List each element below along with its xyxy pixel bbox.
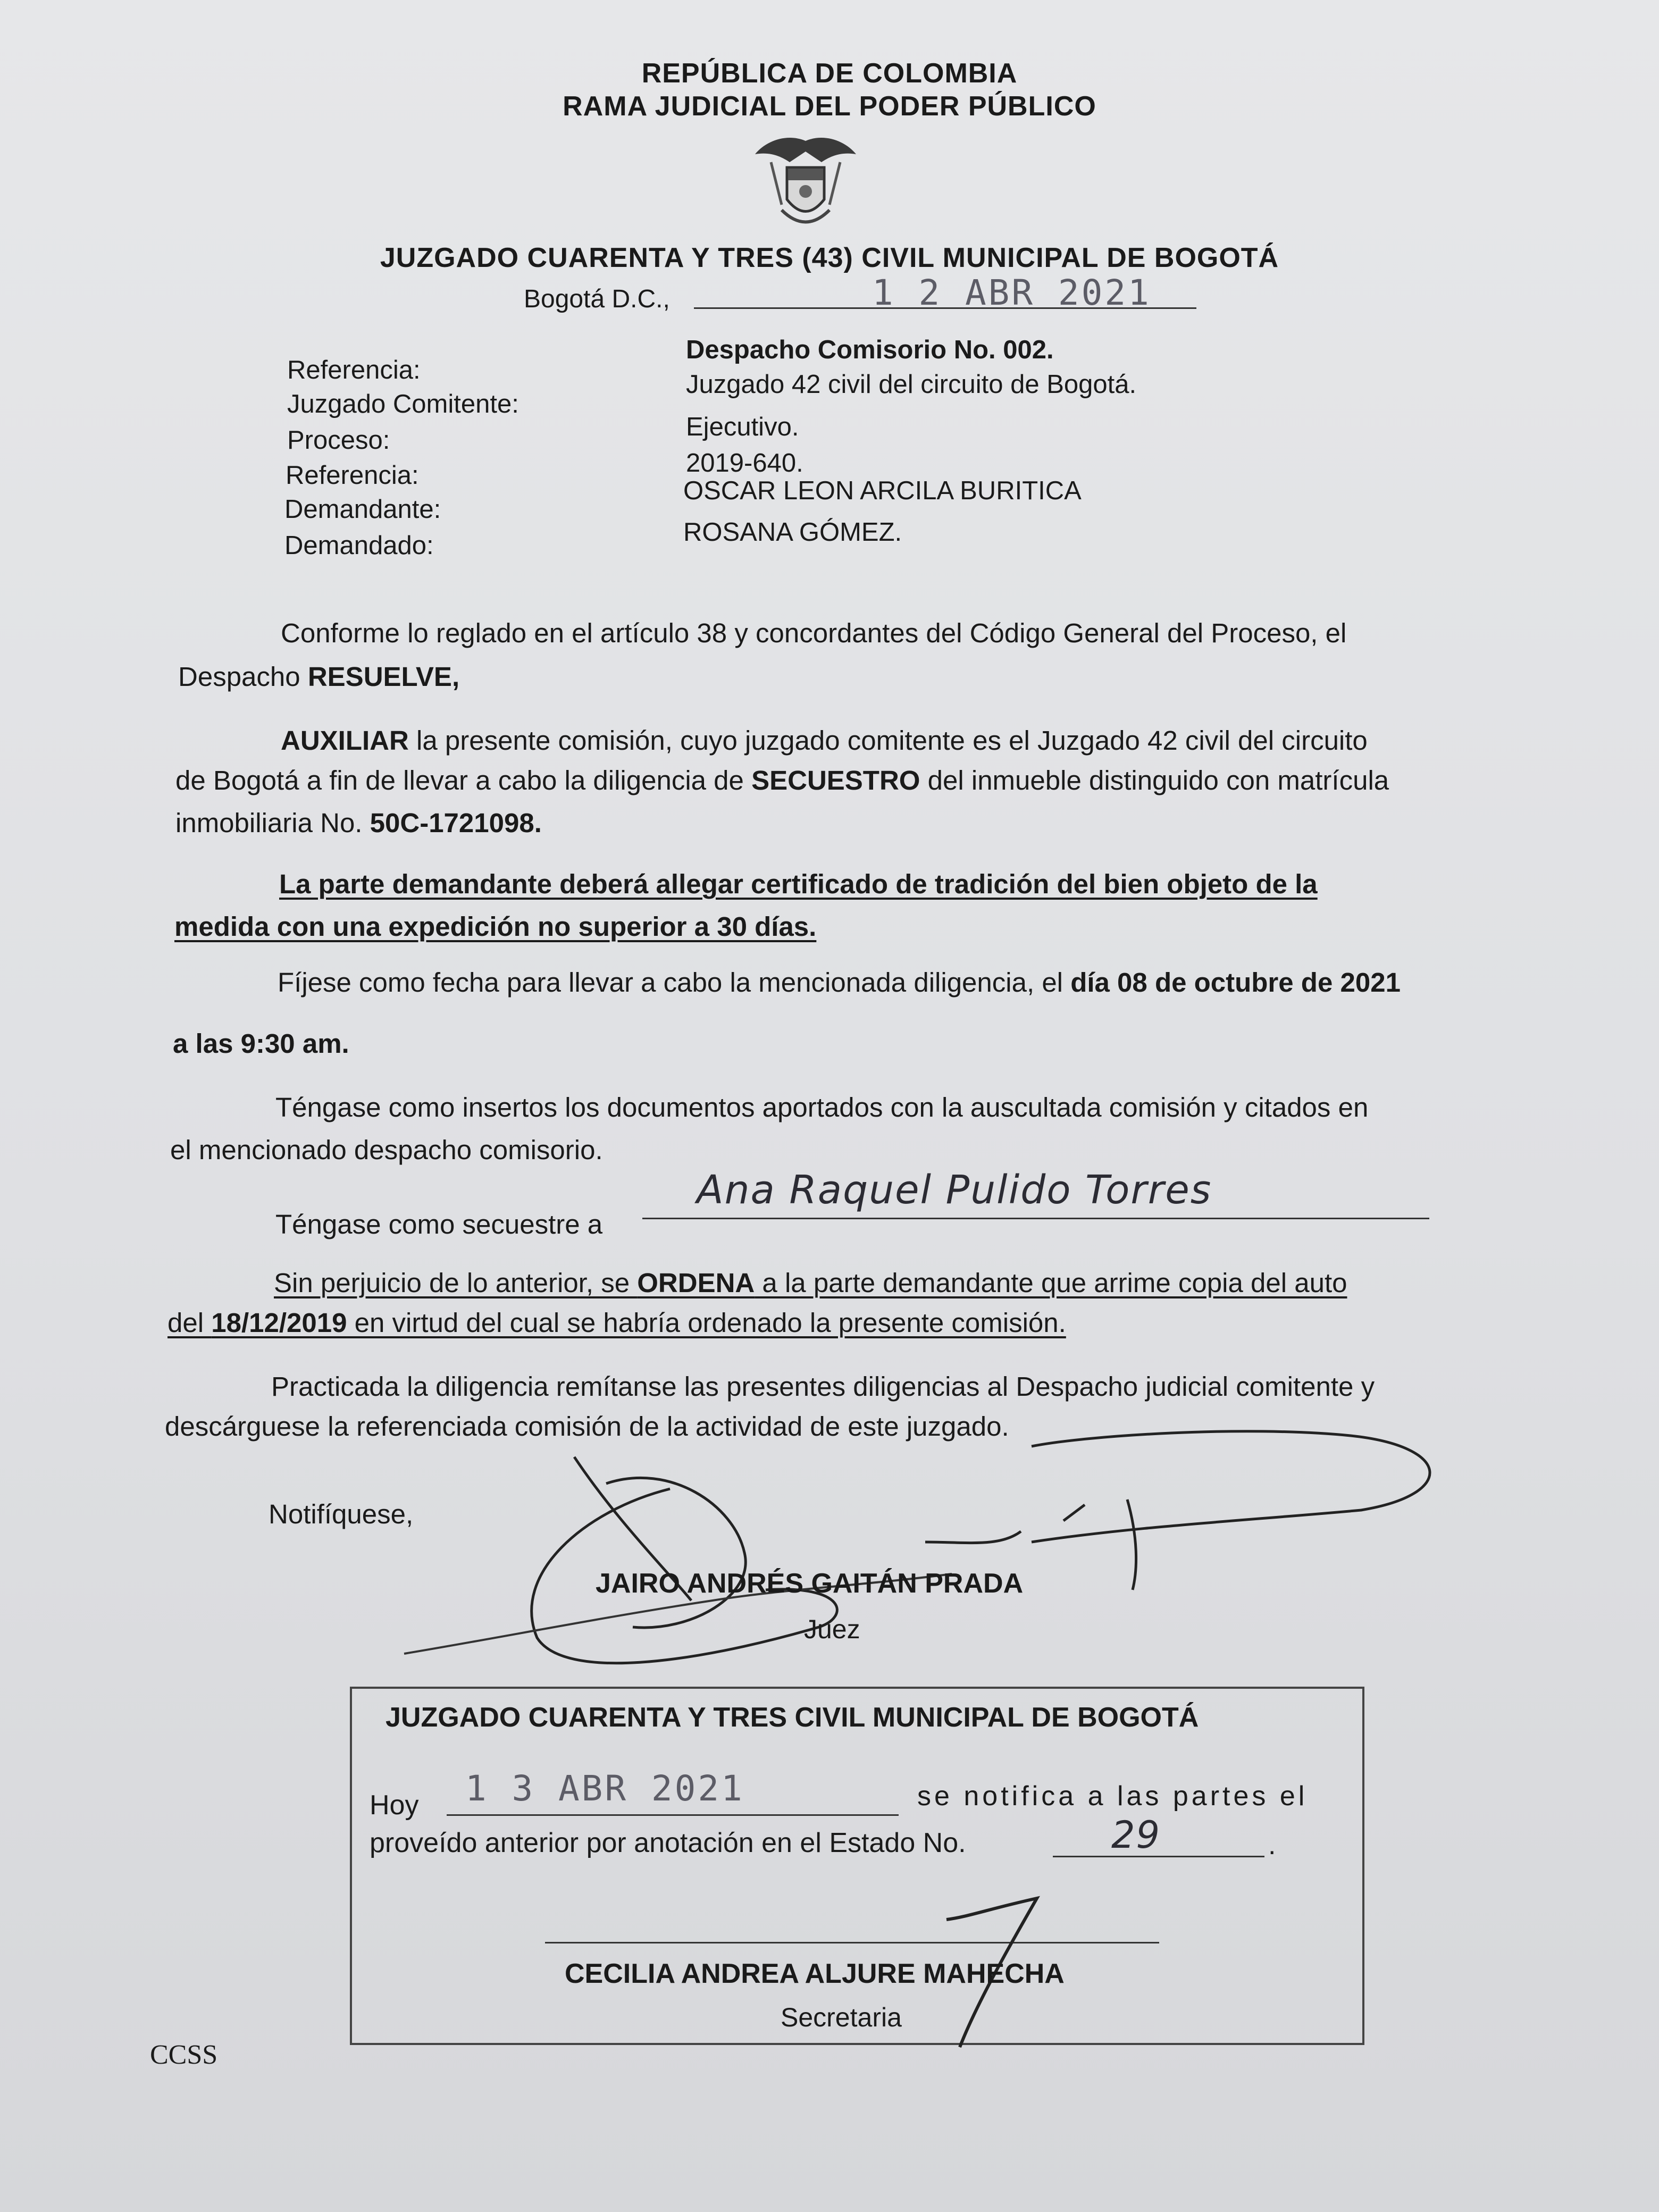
notify-label: Notifíquese, (269, 1499, 414, 1529)
ref-value-defendant: ROSANA GÓMEZ. (683, 518, 902, 547)
notice-box-title: JUZGADO CUARENTA Y TRES CIVIL MUNICIPAL DE BOGOTÁ (386, 1702, 1199, 1733)
notice-text-1: se notifica a las partes el (917, 1781, 1308, 1812)
notice-period: . (1268, 1830, 1276, 1861)
reference-title: Despacho Comisorio No. 002. (686, 336, 1054, 364)
secretary-name: CECILIA ANDREA ALJURE MAHECHA (565, 1958, 1065, 1989)
estado-number-handwritten: 29 (1111, 1813, 1161, 1857)
paragraph-4-line-2: a las 9:30 am. (173, 1028, 349, 1059)
ref-label-1: Referencia: (287, 356, 421, 384)
paragraph-2-line-3: inmobiliaria No. 50C-1721098. (175, 808, 542, 838)
ref-label-2: Juzgado Comitente: (287, 390, 519, 418)
paragraph-1-line-2: Despacho RESUELVE, (178, 661, 460, 692)
paragraph-5-line-1: Téngase como insertos los documentos aportados con la auscultada comisión y citados en (275, 1092, 1369, 1122)
secretary-signature-line (545, 1942, 1159, 1943)
paragraph-8-line-1: Practicada la diligencia remítanse las presentes diligencias al Despacho judicial comitente y (271, 1371, 1375, 1402)
paragraph-8-line-2: descárguese la referenciada comisión de la actividad de este juzgado. (165, 1411, 1009, 1442)
secretary-role: Secretaria (781, 2002, 902, 2032)
footer-initials: CCSS (150, 2040, 218, 2070)
paragraph-6-label: Téngase como secuestre a (275, 1209, 603, 1239)
ref-value-number: 2019-640. (686, 449, 803, 477)
custodian-handwritten-name: Ana Raquel Pulido Torres (697, 1167, 1212, 1213)
paragraph-2-line-2: de Bogotá a fin de llevar a cabo la diligencia de SECUESTRO del inmueble distinguido con matrícula (175, 765, 1389, 795)
coat-of-arms-emblem (750, 130, 861, 237)
notice-date-line (447, 1814, 899, 1816)
notice-date-stamp: 1 3 ABR 2021 (465, 1768, 744, 1809)
paragraph-3-line-2: medida con una expedición no superior a 30 días. (174, 911, 817, 942)
notice-hoy-label: Hoy (370, 1790, 419, 1821)
court-name: JUZGADO CUARENTA Y TRES (43) CIVIL MUNICIPAL DE BOGOTÁ (380, 242, 1279, 273)
city-date-label: Bogotá D.C., (524, 285, 670, 313)
paragraph-1-line-1: Conforme lo reglado en el artículo 38 y concordantes del Código General del Proceso, el (281, 618, 1347, 648)
paragraph-3-line-1: La parte demandante deberá allegar certificado de tradición del bien objeto de la (279, 869, 1318, 899)
custodian-line (642, 1218, 1429, 1219)
paragraph-5-line-2: el mencionado despacho comisorio. (170, 1135, 603, 1165)
judge-role: Juez (804, 1614, 860, 1644)
ref-value-process: Ejecutivo. (686, 413, 799, 441)
judge-handwritten-signature (393, 1414, 1468, 1691)
ref-value-plaintiff: OSCAR LEON ARCILA BURITICA (683, 476, 1082, 505)
notification-box (350, 1687, 1364, 2045)
ref-label-5: Demandante: (284, 495, 441, 524)
notice-text-2: proveído anterior por anotación en el Estado No. (370, 1828, 966, 1858)
ref-label-3: Proceso: (287, 426, 390, 455)
paragraph-2-line-1: AUXILIAR la presente comisión, cuyo juzgado comitente es el Juzgado 42 civil del circuito (281, 725, 1368, 756)
paragraph-7-line-2: del 18/12/2019 en virtud del cual se habría ordenado la presente comisión. (167, 1308, 1066, 1338)
ref-value-court: Juzgado 42 civil del circuito de Bogotá. (686, 370, 1137, 399)
ref-label-6: Demandado: (284, 531, 434, 560)
received-date-stamp: 1 2 ABR 2021 (872, 272, 1151, 313)
ref-label-4: Referencia: (286, 461, 419, 490)
header-branch: RAMA JUDICIAL DEL PODER PÚBLICO (563, 91, 1096, 122)
header-republic: REPÚBLICA DE COLOMBIA (641, 58, 1018, 89)
paragraph-4-line-1: Fíjese como fecha para llevar a cabo la mencionada diligencia, el día 08 de octubre de 2021 (278, 967, 1401, 998)
paragraph-7-line-1: Sin perjuicio de lo anterior, se ORDENA a la parte demandante que arrime copia del auto (274, 1268, 1347, 1298)
judge-name: JAIRO ANDRÉS GAITÁN PRADA (596, 1568, 1024, 1599)
